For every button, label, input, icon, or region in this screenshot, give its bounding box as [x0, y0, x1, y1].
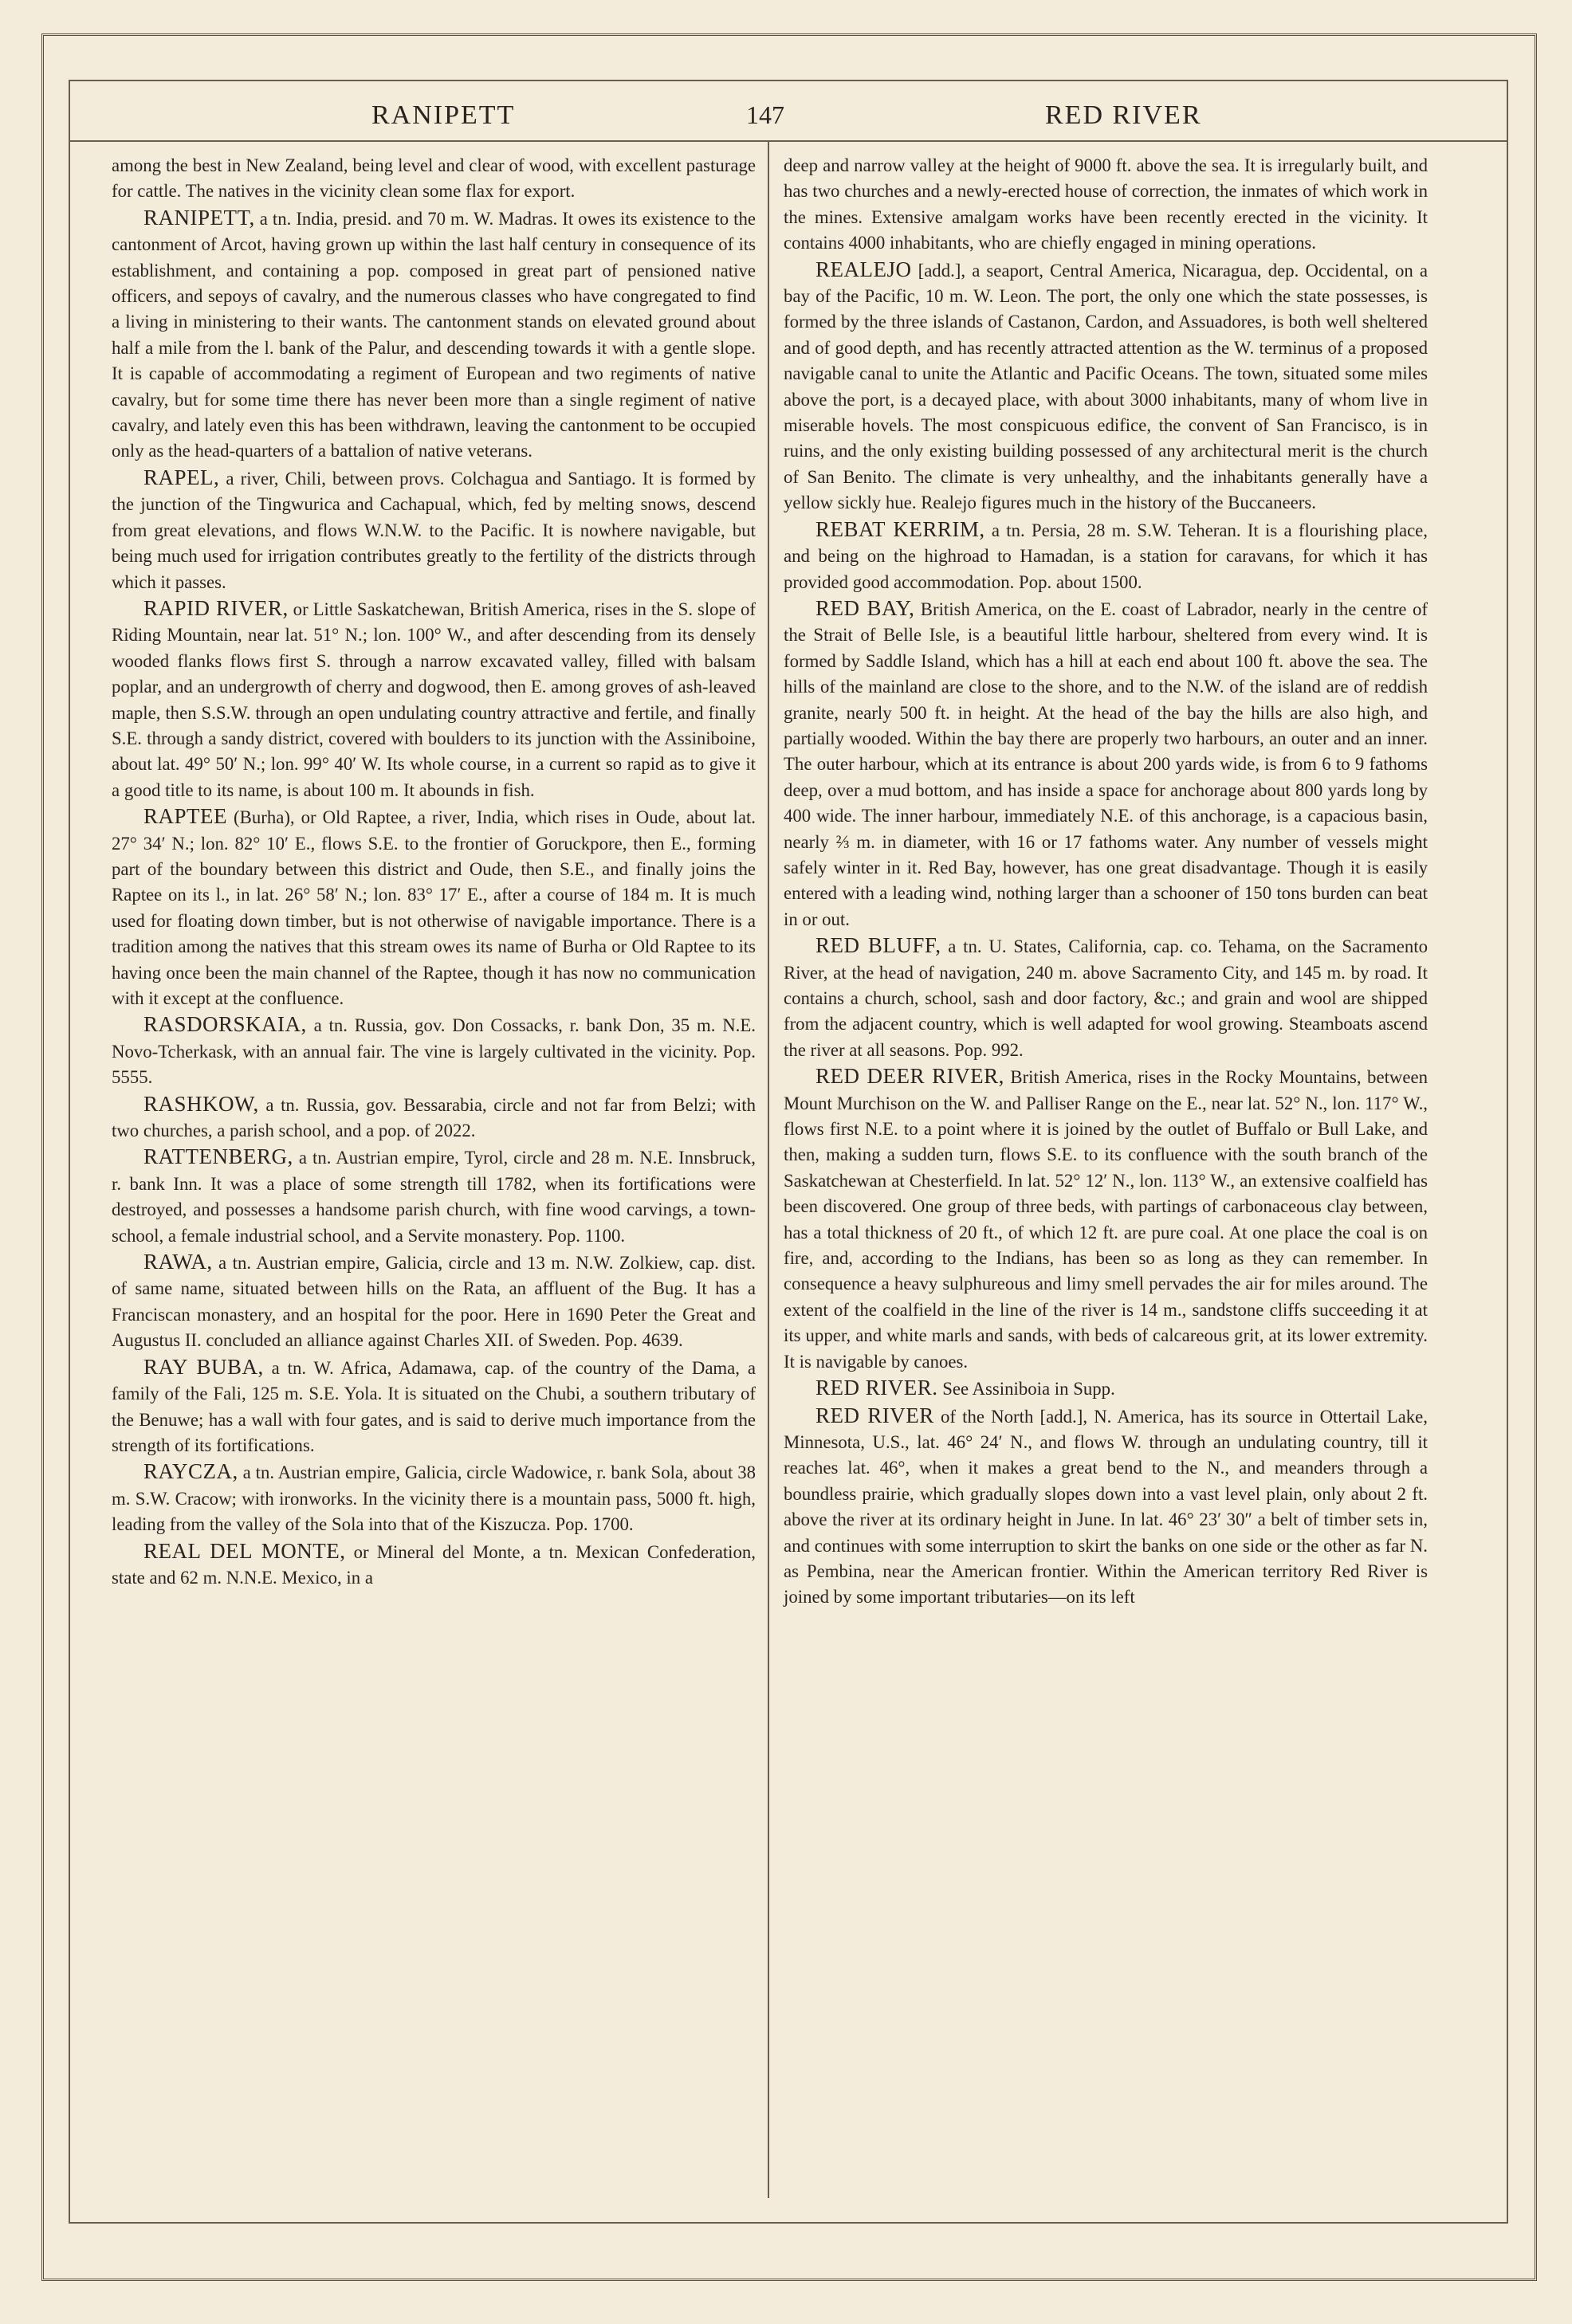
- entry-headword: RAPID RIVER,: [143, 595, 289, 620]
- entry-text: British America, on the E. coast of Labrador, nearly in the centre of the Strait of Belle Isle, is a beautiful little harbour, sheltered from every wind. It is formed by Saddle Island, which has a hill at each end about 100 ft. above the sea. The hills of the mainland are close to the shore, and to the N.W. of the island are of reddish granite, nearly 500 ft. in height. At the head of the bay the hills are also high, and partially wooded. Within the bay there are properly two harbours, an outer and an inner. The outer harbour, which at its entrance is about 200 yards wide, is from 6 to 9 fathoms deep, over a mud bottom, and has inside a space for anchorage about 800 yards long by 400 wide. The inner harbour, immediately N.E. of this anchorage, is a capacious basin, nearly ⅔ m. in diameter, with 16 or 17 fathoms water. Any number of vessels might safely winter in it. Red Bay, however, has one great disadvantage. Though it is easily entered with a leading wind, nothing larger than a schooner of 150 tons burden can beat in or out.: [784, 599, 1429, 929]
- entry-headword: RED BAY,: [815, 595, 915, 620]
- entry-headword: RAPEL,: [143, 465, 220, 489]
- entry-headword: RED BLUFF,: [815, 933, 941, 958]
- entry-headword: RED RIVER.: [815, 1376, 938, 1400]
- gazetteer-entry: [112, 1354, 756, 1459]
- gazetteer-entry: [112, 465, 756, 595]
- gazetteer-entry: [112, 595, 756, 803]
- gazetteer-entry: [112, 1249, 756, 1354]
- entry-text: a tn. Austrian empire, Galicia, circle Wadowice, r. bank Sola, about 38 m. S.W. Cracow; with ironworks. In the vicinity there is a mountain pass, 5000 ft. high, leading from the valley of the Sola into that of the Kiszucza. Pop. 1700.: [112, 1462, 756, 1535]
- entry-headword: REALEJO: [815, 257, 912, 281]
- entry-text: a tn. U. States, California, cap. co. Tehama, on the Sacramento River, at the head of navigation, 240 m. above Sacramento City, and 145 m. by road. It contains a church, school, sash and door factory, &c.; and grain and wool are shipped from the adjacent country, which is well adapted for wool growing. Steamboats ascend the river at all seasons. Pop. 992.: [784, 936, 1429, 1060]
- entry-text: See Assiniboia in Supp.: [937, 1379, 1115, 1400]
- entry-headword: RASDORSKAIA,: [143, 1012, 307, 1037]
- header-right-catchword: RED RIVER: [1045, 100, 1202, 130]
- entry-headword: REAL DEL MONTE,: [143, 1538, 346, 1563]
- gazetteer-entry: [784, 1375, 1428, 1402]
- header-left-catchword: RANIPETT: [371, 100, 516, 130]
- entry-text: a river, Chili, between provs. Colchagua and Santiago. It is formed by the junction of the Tingwurica and Cachapual, which, fed by melting snows, descend from great elevations, and flows W.N.W. to the Pacific. It is nowhere navigable, but being much used for irrigation contributes greatly to the fertility of the districts through which it passes.: [112, 468, 756, 592]
- entry-text: a tn. Persia, 28 m. S.W. Teheran. It is a flourishing place, and being on the highroad to Hamadan, is a station for caravans, for which it has provided good accommodation. Pop. about 1500.: [784, 520, 1429, 592]
- gazetteer-entry: [112, 205, 756, 465]
- entry-text: a tn. India, presid. and 70 m. W. Madras. It owes its existence to the cantonment of Arcot, having grown up within the last half century in consequence of its establishment, and containing a pop. composed in great part of pensioned native officers, and sepoys of cavalry, and the numerous classes who have congregated to find a living in ministering to their wants. The cantonment stands on elevated ground about half a mile from the l. bank of the Palur, and descending towards it with a gentle slope. It is capable of accommodating a regiment of European and two regiments of native cavalry, but for some time there has never been more than a single regiment of native cavalry, and lately even this has been withdrawn, leaving the cantonment to be occupied only as the head-quarters of a battalion of native veterans.: [112, 208, 756, 461]
- entry-text: or Little Saskatchewan, British America, rises in the S. slope of Riding Mountain, near lat. 51° N.; lon. 100° W., and after descending from its densely wooded flanks flows first S. through a narrow excavated valley, filled with balsam poplar, and an undergrowth of cherry and dogwood, then E. among groves of ash-leaved maple, then S.S.W. through an open undulating country attractive and fertile, and finally S.E. through a sandy district, covered with boulders to its junction with the Assiniboine, about lat. 49° 50′ N.; lon. 99° 40′ W. Its whole course, in a current so rapid as to give it a good title to its name, is about 100 m. It abounds in fish.: [112, 599, 756, 800]
- entry-text: a tn. Austrian empire, Galicia, circle and 13 m. N.W. Zolkiew, cap. dist. of same name, situated between hills on the Rata, an affluent of the Bug. It has a Franciscan monastery, and an hospital for the poor. Here in 1690 Peter the Great and Augustus II. concluded an alliance against Charles XII. of Sweden. Pop. 4639.: [112, 1253, 756, 1351]
- gazetteer-entry: [112, 1144, 756, 1249]
- entry-text: a tn. Austrian empire, Tyrol, circle and 28 m. N.E. Innsbruck, r. bank Inn. It was a place of some strength till 1782, when its fortifications were destroyed, and possesses a handsome parish church, with fine wood carvings, a town-school, a female industrial school, and a Servite monastery. Pop. 1100.: [112, 1148, 756, 1246]
- entry-headword: RAYCZA,: [143, 1459, 238, 1484]
- entry-headword: RED DEER RIVER,: [815, 1064, 1004, 1089]
- entry-text: British America, rises in the Rocky Mountains, between Mount Murchison on the W. and Palliser Range on the E., near lat. 52° N., lon. 117° W., flows first N.E. to a point where it is joined by the outlet of Buffalo or Bull Lake, and then, making a sudden turn, flows S.E. to its confluence with the south branch of the Saskatchewan at Chesterfield. In lat. 52° 12′ N., lon. 113° W., an extensive coalfield has been discovered. One group of three beds, with partings of carbonaceous clay between, has a total thickness of 20 ft., of which 12 ft. are pure coal. At one place the coal is on fire, and, according to the Indians, has been so as long as they can remember. In consequence a heavy sulphureous and limy smell pervades the air for miles around. The extent of the coalfield in the line of the river is 14 m., sandstone cliffs succeeding it at its upper, and white marls and sands, with beds of calcareous grit, at its lower extremity. It is navigable by canoes.: [784, 1067, 1428, 1372]
- entry-text: deep and narrow valley at the height of 9000 ft. above the sea. It is irregularly built, and has two churches and a newly-erected house of correction, the inmates of which work in the mines. Extensive amalgam works have been recently erected in the vicinity. It contains 4000 inhabitants, who are chiefly engaged in mining operations.: [784, 155, 1428, 253]
- right-column: [784, 153, 1428, 1611]
- entry-text: a tn. Russia, gov. Bessarabia, circle and not far from Belzi; with two churches, a parish school, and a pop. of 2022.: [112, 1094, 756, 1141]
- entry-headword: RANIPETT,: [143, 205, 255, 230]
- entry-text: a tn. W. Africa, Adamawa, cap. of the country of the Dama, a family of the Fali, 125 m. S.E. Yola. It is situated on the Chubi, a southern tributary of the Benuwe; has a wall with four gates, and is said to derive much importance from the strength of its fortifications.: [112, 1357, 756, 1455]
- page-number: 147: [746, 100, 784, 129]
- header-rule: [69, 140, 1508, 142]
- gazetteer-entry: [784, 516, 1428, 595]
- gazetteer-entry: [112, 1011, 756, 1090]
- entry-headword: RAWA,: [143, 1250, 213, 1274]
- gazetteer-entry: [784, 595, 1428, 932]
- gazetteer-entry: [112, 803, 756, 1011]
- gazetteer-entry: [112, 1091, 756, 1144]
- entry-text: among the best in New Zealand, being level and clear of wood, with excellent pasturage for cattle. The natives in the vicinity clean some flax for export.: [112, 155, 756, 202]
- gazetteer-entry: [784, 1403, 1428, 1611]
- entry-text: or Mineral del Monte, a tn. Mexican Confederation, state and 62 m. N.N.E. Mexico, in a: [112, 1541, 756, 1588]
- gazetteer-entry: [784, 153, 1428, 257]
- gazetteer-entry: [112, 1458, 756, 1537]
- entry-headword: RATTENBERG,: [143, 1144, 293, 1169]
- entry-headword: RASHKOW,: [143, 1091, 259, 1116]
- gazetteer-entry: [112, 1538, 756, 1592]
- entry-text: [add.], a seaport, Central America, Nicaragua, dep. Occidental, on a bay of the Pacific, 10 m. W. Leon. The port, the only one which the state possesses, is formed by the three islands of Castanon, Cardon, and Assuadores, is both well sheltered and of good depth, and has recently attracted attention as the W. terminus of a proposed navigable canal to unite the Atlantic and Pacific Oceans. The town, situated some miles above the port, is a decayed place, with about 3000 inhabitants, many of whom live in miserable hovels. The most conspicuous edifice, the convent of San Francisco, is in ruins, and the only existing building possessed of any architectural merit is the church of San Benito. The climate is very unhealthy, and the inhabitants generally have a yellow sickly hue. Realejo figures much in the history of the Buccaneers.: [784, 260, 1428, 513]
- entry-text: a tn. Russia, gov. Don Cossacks, r. bank Don, 35 m. N.E. Novo-Tcherkask, with an annual fair. The vine is largely cultivated in the vicinity. Pop. 5555.: [112, 1015, 756, 1088]
- gazetteer-entry: [784, 257, 1428, 516]
- gazetteer-entry: [112, 153, 756, 205]
- entry-text: of the North [add.], N. America, has its source in Ottertail Lake, Minnesota, U.S., lat. 46° 24′ N., and flows W. through an undulating country, till it reaches lat. 46°, when it makes a great bend to the N., and meanders through a boundless prairie, which gradually slopes down into a vast level plain, only about 2 ft. above the river at its ordinary height in June. In lat. 46° 23′ 30″ a belt of timber sets in, and continues with some interruption to skirt the banks on one side or the other as far N. as Pembina, near the American frontier. Within the American territory Red River is joined by some important tributaries—on its left: [784, 1406, 1429, 1608]
- running-header: [69, 94, 1508, 142]
- entry-headword: RAY BUBA,: [143, 1354, 264, 1379]
- entry-headword: RAPTEE: [143, 804, 228, 829]
- column-divider: [768, 142, 769, 2198]
- left-column: [112, 153, 756, 1591]
- entry-headword: REBAT KERRIM,: [815, 516, 985, 541]
- entry-headword: RED RIVER: [815, 1403, 934, 1427]
- gazetteer-entry: [784, 932, 1428, 1063]
- gazetteer-entry: [784, 1063, 1428, 1375]
- entry-text: (Burha), or Old Raptee, a river, India, which rises in Oude, about lat. 27° 34′ N.; lon. 82° 10′ E., flows S.E. to the frontier of Goruckpore, then E., forming part of the boundary between this district and Oude, then S.E., and finally joins the Raptee on its l., in lat. 26° 58′ N.; lon. 83° 17′ E., after a course of 184 m. It is much used for floating down timber, but is not otherwise of navigable importance. There is a tradition among the natives that this stream owes its name of Burha or Old Raptee to its having once been the main channel of the Raptee, though it has now no communication with it except at the confluence.: [112, 807, 756, 1008]
